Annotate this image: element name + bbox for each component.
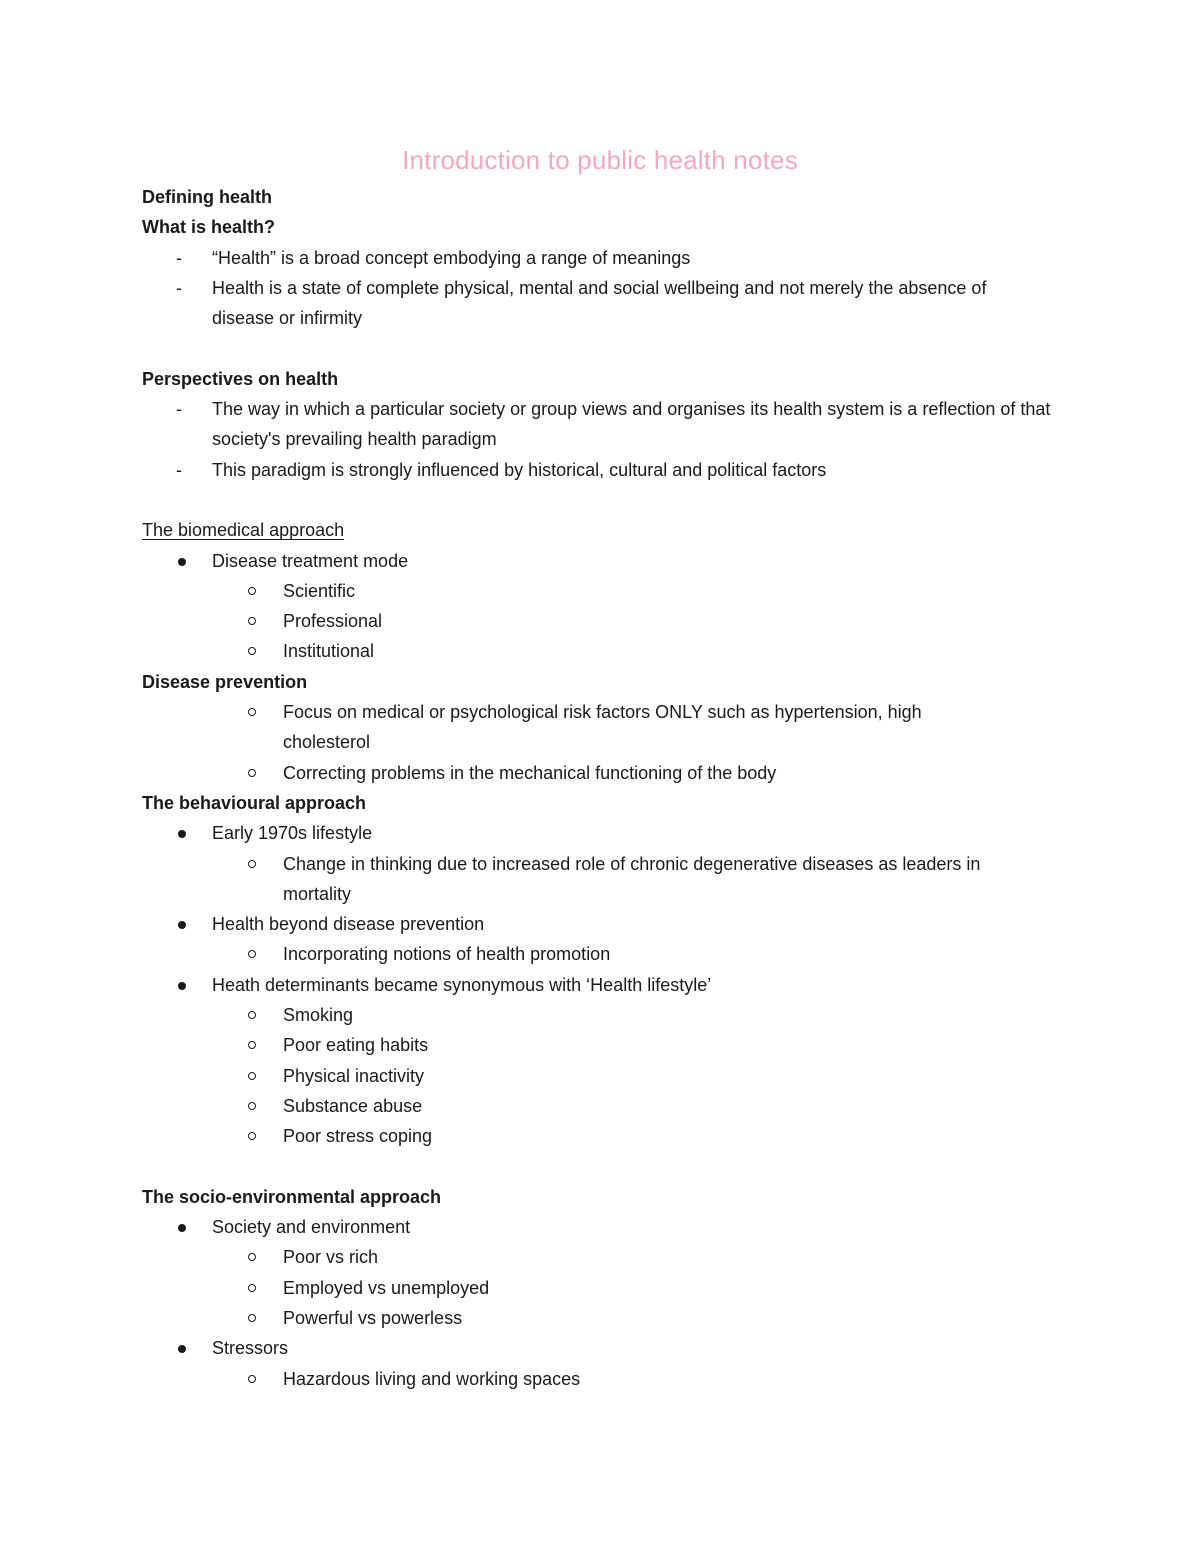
bullet-item: Heath determinants became synonymous with ‘Health lifestyle’ <box>142 970 1052 1000</box>
sub-item: Change in thinking due to increased role of chronic degenerative diseases as leaders in mortality <box>142 849 1052 910</box>
dash-marker: - <box>176 247 182 268</box>
section-heading-disease-prevention: Disease prevention <box>142 671 308 692</box>
circle-marker <box>248 1041 256 1049</box>
circle-marker <box>248 769 256 777</box>
sub-item: Smoking <box>142 1000 1052 1030</box>
sub-item: Professional <box>142 606 1052 636</box>
sub-item: Correcting problems in the mechanical functioning of the body <box>142 758 1052 788</box>
section-heading-defining-health: Defining health <box>142 187 272 207</box>
sub-item: Poor eating habits <box>142 1030 1052 1060</box>
section-heading-behavioural: The behavioural approach <box>142 792 367 813</box>
sub-item: Incorporating notions of health promotion <box>142 939 1052 969</box>
sub-item: Physical inactivity <box>142 1061 1052 1091</box>
list-item: - This paradigm is strongly influenced by historical, cultural and political factors <box>142 455 1052 485</box>
section-heading-biomedical: The biomedical approach <box>142 520 345 541</box>
page-title: Introduction to public health notes <box>402 145 798 175</box>
bullet-item: Disease treatment mode <box>142 546 1052 576</box>
bullet-marker <box>178 558 186 566</box>
sub-item: Scientific <box>142 576 1052 606</box>
sub-item: Employed vs unemployed <box>142 1273 1052 1303</box>
circle-marker <box>248 587 256 595</box>
bullet-marker <box>178 1224 186 1232</box>
bullet-item: Stressors <box>142 1333 1052 1363</box>
circle-marker <box>248 1284 256 1292</box>
circle-marker <box>248 1375 256 1383</box>
circle-marker <box>248 647 256 655</box>
bullet-marker <box>178 830 186 838</box>
sub-item: Substance abuse <box>142 1091 1052 1121</box>
sub-item: Poor stress coping <box>142 1121 1052 1151</box>
list-item: - The way in which a particular society or group views and organises its health system is a reflection of that society's prevailing health paradigm <box>142 394 1052 455</box>
bullet-item: Health beyond disease prevention <box>142 909 1052 939</box>
sub-item: Institutional <box>142 636 1052 666</box>
bullet-marker <box>178 1345 186 1353</box>
bullet-item: Society and environment <box>142 1212 1052 1242</box>
circle-marker <box>248 1102 256 1110</box>
sub-item: Focus on medical or psychological risk factors ONLY such as hypertension, high cholesterol <box>142 697 1052 758</box>
document-body <box>142 182 1052 1394</box>
circle-marker <box>248 1072 256 1080</box>
bullet-marker <box>178 921 186 929</box>
circle-marker <box>248 1314 256 1322</box>
sub-item: Poor vs rich <box>142 1242 1052 1272</box>
list-item: - “Health” is a broad concept embodying a range of meanings <box>142 243 1052 273</box>
section-heading-socio-environmental: The socio-environmental approach <box>142 1186 442 1207</box>
section-heading-perspectives: Perspectives on health <box>142 368 339 389</box>
subheading-what-is-health: What is health? <box>142 217 276 238</box>
bullet-marker <box>178 982 186 990</box>
dash-marker: - <box>176 459 182 480</box>
sub-item: Powerful vs powerless <box>142 1303 1052 1333</box>
bullet-item: Early 1970s lifestyle <box>142 818 1052 848</box>
circle-marker <box>248 1132 256 1140</box>
list-item: - Health is a state of complete physical, mental and social wellbeing and not merely the absence of disease or infirmity <box>142 273 1052 334</box>
circle-marker <box>248 617 256 625</box>
dash-marker: - <box>176 399 182 420</box>
circle-marker <box>248 708 256 716</box>
dash-marker: - <box>176 277 182 298</box>
circle-marker <box>248 950 256 958</box>
circle-marker <box>248 860 256 868</box>
circle-marker <box>248 1011 256 1019</box>
sub-item: Hazardous living and working spaces <box>142 1364 1052 1394</box>
circle-marker <box>248 1253 256 1261</box>
